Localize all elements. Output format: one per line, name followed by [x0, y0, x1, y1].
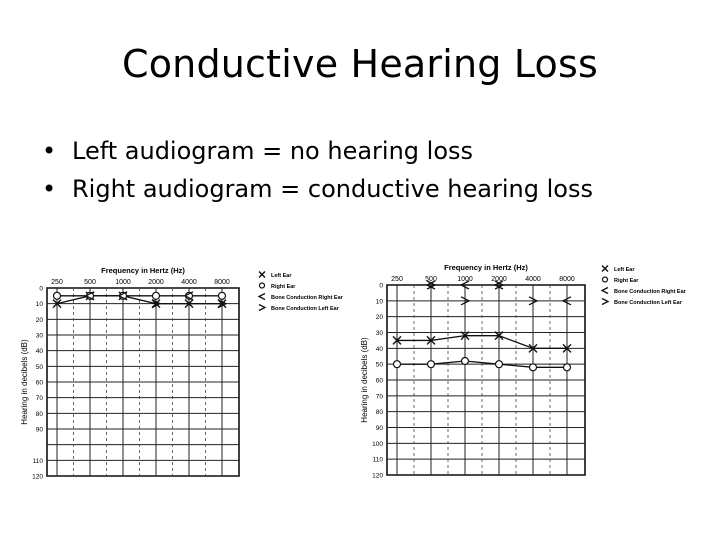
y-tick-label: 100: [372, 440, 383, 448]
bullet-text: Left audiogram = no hearing loss: [72, 137, 474, 165]
grid: [387, 285, 585, 475]
legend-label: Left Ear: [271, 273, 292, 279]
data-point-o: [153, 292, 160, 299]
x-tick-label: 1000: [457, 276, 473, 283]
legend-label: Right Ear: [271, 284, 296, 290]
bullet-item: [42, 170, 593, 208]
y-tick-label: 50: [375, 361, 383, 369]
data-point-o: [394, 361, 401, 368]
legend-marker: [602, 299, 608, 305]
y-tick-label: 20: [35, 316, 43, 324]
y-tick-label: 120: [32, 473, 43, 481]
bullet-dot-icon: •: [42, 137, 57, 165]
legend-marker: [259, 294, 265, 300]
y-tick-label: 60: [35, 379, 43, 387]
data-point-o: [530, 364, 537, 371]
data-point-o: [496, 361, 503, 368]
legend-label: Bone Conduction Right Ear: [614, 289, 686, 295]
y-tick-label: 80: [35, 410, 43, 418]
y-axis-title: Hearing in decibels (dB): [20, 339, 29, 425]
y-tick-label: 90: [375, 425, 383, 432]
y-tick-label: 40: [375, 345, 383, 353]
x-tick-label: 4000: [525, 276, 541, 283]
legend-label: Bone Conduction Left Ear: [614, 300, 682, 306]
bullet-text: Right audiogram = conductive hearing loss: [72, 175, 593, 203]
bullet-list: [42, 132, 593, 208]
x-tick-label: 500: [84, 279, 96, 286]
x-axis-title: Frequency in Hertz (Hz): [101, 266, 185, 275]
legend-marker: [259, 305, 265, 311]
audiogram-right: [350, 250, 715, 485]
y-tick-label: 0: [379, 282, 383, 290]
y-tick-label: 40: [35, 348, 43, 356]
data-point-o: [428, 361, 435, 368]
y-tick-label: 0: [39, 285, 43, 293]
data-point-o: [564, 364, 571, 371]
y-tick-label: 80: [375, 409, 383, 417]
x-tick-label: 500: [425, 276, 437, 283]
x-tick-label: 4000: [181, 279, 197, 286]
y-tick-label: 120: [372, 472, 383, 480]
y-tick-label: 60: [375, 377, 383, 385]
grid: [47, 288, 239, 476]
y-tick-label: 50: [35, 363, 43, 371]
y-tick-label: 10: [375, 298, 383, 306]
x-tick-label: 8000: [559, 276, 575, 283]
x-tick-label: 250: [51, 279, 63, 286]
y-tick-label: 20: [375, 314, 383, 322]
audiogram-left: [0, 255, 345, 485]
y-tick-label: 10: [35, 301, 43, 309]
y-tick-label: 110: [372, 456, 383, 464]
x-tick-label: 2000: [148, 279, 164, 286]
x-tick-label: 8000: [214, 279, 230, 286]
x-tick-label: 2000: [491, 276, 507, 283]
data-point-o: [54, 292, 61, 299]
y-tick-label: 30: [35, 332, 43, 340]
bullet-item: [42, 132, 593, 170]
y-tick-label: 70: [375, 393, 383, 401]
y-tick-label: 90: [35, 426, 43, 434]
legend-marker: [602, 266, 608, 272]
x-tick-label: 250: [391, 276, 403, 283]
y-tick-label: 70: [35, 395, 43, 403]
y-tick-label: 110: [32, 457, 43, 465]
y-tick-label: 30: [375, 330, 383, 337]
bullet-dot-icon: •: [42, 175, 57, 203]
legend-marker: [259, 272, 265, 278]
legend-marker: [603, 277, 608, 282]
legend-marker: [602, 288, 608, 294]
legend-label: Right Ear: [614, 278, 639, 284]
x-tick-label: 1000: [115, 279, 131, 286]
legend-label: Left Ear: [614, 267, 635, 273]
data-point-o: [462, 358, 469, 365]
y-axis-title: Hearing in decibels (dB): [360, 337, 369, 423]
data-point-o: [219, 292, 226, 299]
legend-marker: [260, 283, 265, 288]
legend-label: Bone Conduction Right Ear: [271, 295, 343, 301]
legend-label: Bone Conduction Left Ear: [271, 306, 339, 312]
slide-title: Conductive Hearing Loss: [121, 42, 599, 86]
x-axis-title: Frequency in Hertz (Hz): [444, 263, 528, 272]
